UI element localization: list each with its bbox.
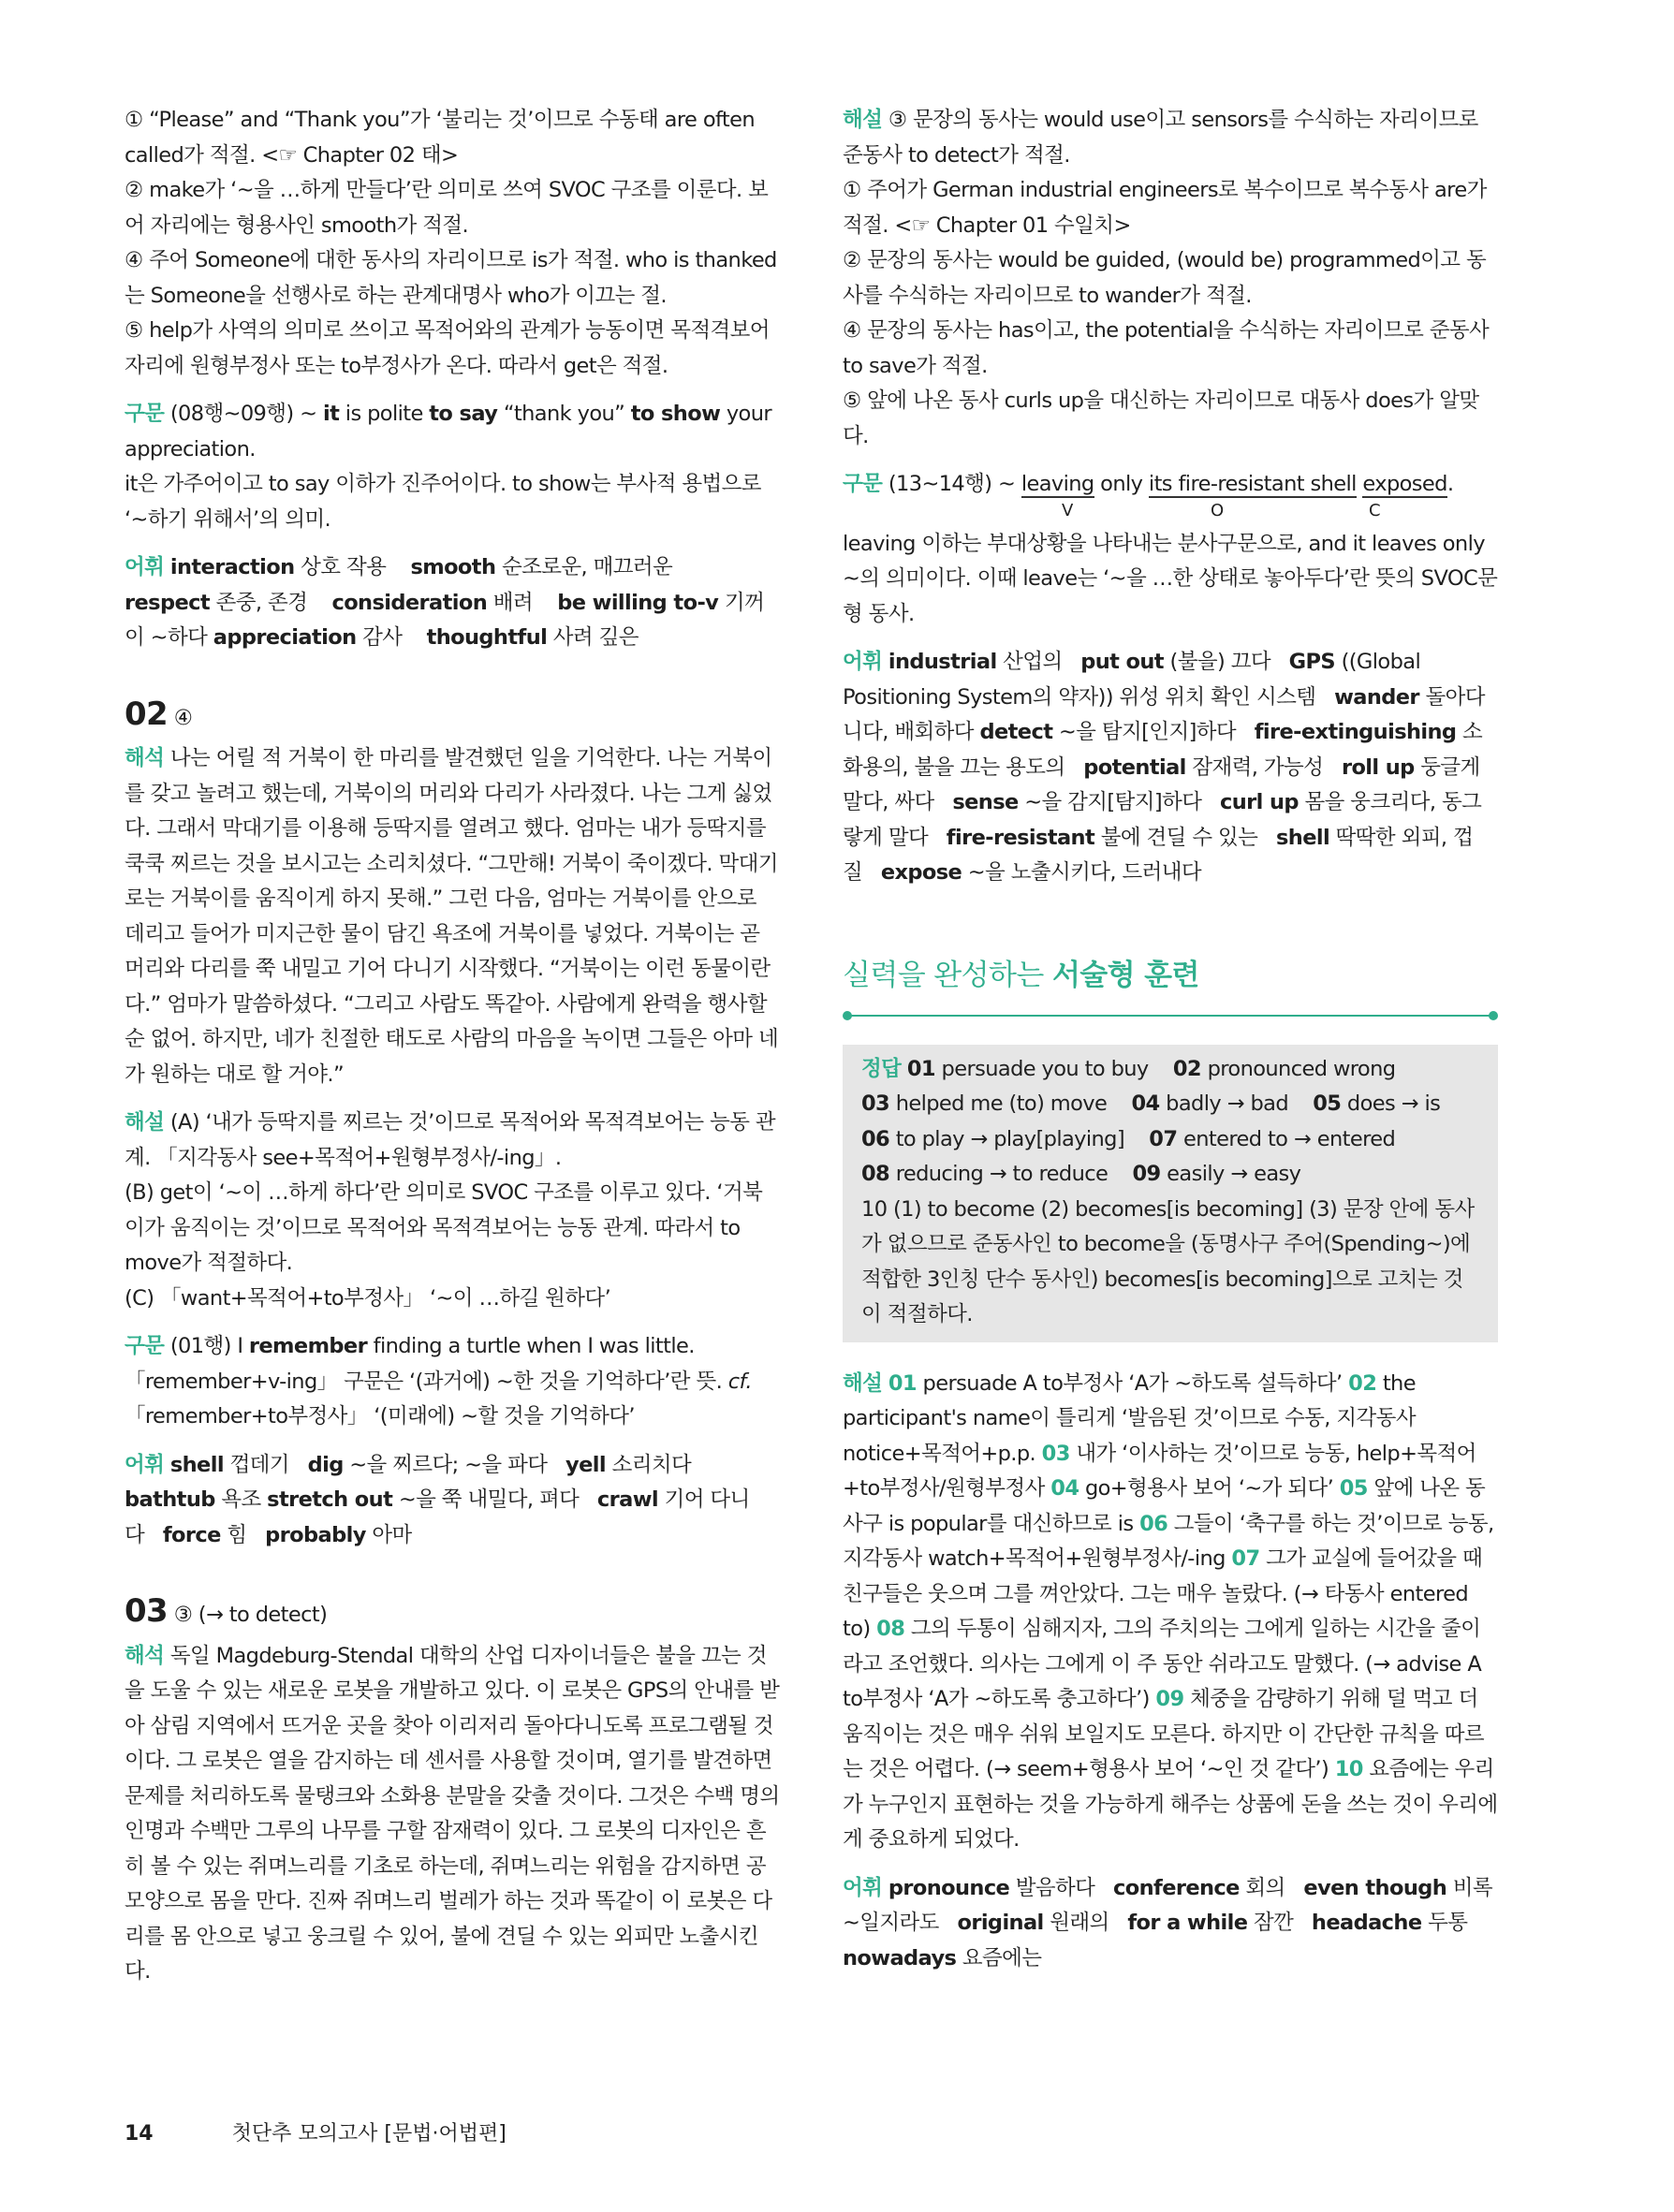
vocab-meaning: ~을 노출시키다, 드러내다 [967,860,1202,885]
gumun-label: 구문 [125,1334,165,1358]
vocab-meaning: 소화용의, 불을 끄는 용도의 [843,720,1483,780]
vocab-meaning: 발음하다 [1015,1875,1095,1900]
vocab-word: conference [1113,1875,1240,1900]
vocab-word: crawl [596,1487,659,1512]
training-title-bold: 서술형 훈련 [1051,958,1199,992]
gumun-cf: cf. [727,1369,752,1394]
haeseol-num: 08 [876,1617,905,1641]
q02-haeseol [125,1106,780,1316]
vocab-word: yell [565,1452,606,1477]
gumun-text: (08행~09행) ~ [169,402,323,426]
training-vocab [843,1871,1498,1977]
gumun-object: its fire-resistant shell [1148,472,1357,496]
vocab-meaning: 두통 [1428,1911,1468,1935]
q01-gumun [125,397,780,537]
vocab-word: fire-resistant [946,825,1095,850]
answer-text: pronounced wrong [1207,1056,1396,1081]
vocab-meaning: 잠재력, 가능성 [1192,754,1324,780]
vocab-meaning: 요즘에는 [962,1945,1042,1970]
vocab-meaning: 잠깐 [1253,1911,1294,1935]
vocab-word: roll up [1341,754,1415,780]
answers-box [843,1045,1498,1342]
q01-item: ② make가 ‘~을 …하게 만들다’란 의미로 쓰여 SVOC 구조를 이룬다. 보어 자리에는 형용사인 smooth가 적절. [125,178,769,238]
haeseol-text: 그들이 ‘축구를 하는 것’이므로 능동, 지각동사 watch+목적어+원형부정사/-ing [843,1511,1494,1571]
vocab-label: 어휘 [843,1875,883,1900]
haeseol-item: ④ 문장의 동사는 has이고, the potential을 수식하는 자리이므로 준동사 to save가 적절. [843,318,1490,378]
gumun-bold: it [322,402,340,426]
vocab-meaning: 비록 ~일지라도 [843,1875,1493,1935]
haeseol-text: 체중을 감량하기 위해 덜 먹고 더 움직이는 것은 매우 쉬워 보일지도 모른다. 하지만 이 간단한 규칙을 따르는 것은 어렵다. (→ seem+형용사 보어 ‘~인 것 같다’) [843,1687,1484,1781]
haeseol-num: 03 [1041,1441,1070,1466]
vocab-word: interaction [169,555,295,579]
vocab-meaning: (불을) 끄다 [1169,650,1270,674]
haeseol-item: (B) get이 ‘~이 …하게 하다’란 의미로 SVOC 구조를 이루고 있다. ‘거북이가 움직이는 것’이므로 목적어와 목적격보어는 능동 관계. 따라서 to move가 적절하다. [125,1180,763,1275]
haeseol-item: ① 주어가 German industrial engineers로 복수이므로 복수동사 are가 적절. <☞ Chapter 01 수일치> [843,178,1487,238]
svoc-mark-v: V [1062,500,1073,520]
gumun-text: (01행) I [169,1334,249,1358]
answer-num: 02 [1172,1056,1201,1081]
haeseol-text: persuade A to부정사 ‘A가 ~하도록 설득하다’ [922,1370,1343,1396]
training-title [843,957,1498,994]
vocab-label: 어휘 [125,555,165,579]
vocab-meaning: ~을 쭉 내밀다, 펴다 [398,1487,580,1512]
answer-num: 03 [861,1091,890,1116]
vocab-word: sense [952,790,1019,814]
q02-answer: ④ [173,705,193,730]
left-column [125,103,780,2003]
vocab-word: bathtub [125,1487,215,1512]
answer-num: 01 [906,1056,935,1081]
vocab-label: 어휘 [843,650,883,674]
answer-text: helped me (to) move [895,1091,1108,1116]
answer-text: to play → play[playing] [895,1126,1125,1151]
q02-vocab [125,1448,780,1554]
gumun-text: (13~14행) ~ [888,472,1021,496]
haeseol-label: 해설 [843,108,883,132]
haeseol-text: 내가 ‘이사하는 것’이므로 능동, help+목적어+to부정사/원형부정사 [843,1441,1476,1501]
haeseol-text: 앞에 나온 동사구 is popular를 대신하므로 is [843,1476,1486,1536]
gumun-note: it은 가주어이고 to say 이하가 진주어이다. to show는 부사적 용법으로 ‘~하기 위해서’의 의미. [125,472,761,532]
gumun-bold: remember [248,1334,368,1358]
svoc-mark-o: O [1211,500,1224,520]
haeseol-label: 해설 [843,1370,883,1396]
haeseol-text: 그가 교실에 들어갔을 때 친구들은 웃으며 그를 껴안았다. 그는 매우 놀랐다. (→ 타동사 entered to) [843,1546,1483,1641]
answer-num: 08 [861,1162,890,1186]
gumun-note: 「remember+to부정사」 ‘(미래에) ~할 것을 기억하다’ [125,1404,635,1428]
q01-item: ④ 주어 Someone에 대한 동사의 자리이므로 is가 적절. who is thanked는 Someone을 선행사로 하는 관계대명사 who가 이끄는 절. [125,248,777,308]
vocab-meaning: 몸을 웅크리다, 동그랗게 말다 [843,790,1482,850]
vocab-word: consideration [331,590,488,615]
vocab-meaning: 욕조 [221,1487,261,1512]
vocab-meaning: 기꺼이 ~하다 [125,590,765,650]
vocab-word: put out [1080,650,1164,674]
haeseol-num: 05 [1339,1476,1368,1501]
vocab-meaning: ~을 탐지[인지]하다 [1058,720,1237,744]
answer-num: 04 [1131,1091,1160,1116]
answer-10: 10 (1) to become (2) becomes[is becoming] (3) 문장 안에 동사가 없으므로 준동사인 to become을 (동명사구 주어(Spending~)에 적합한 3인칭 단수 동사인) becomes[is becoming]으로 고치는 것이 적절하다. [861,1196,1475,1326]
q02-haeseok: 나는 어릴 적 거북이 한 마리를 발견했던 일을 기억한다. 나는 거북이를 갖고 놀려고 했는데, 거북이의 머리와 다리가 사라졌다. 나는 그게 싫었다. 그래서 막대기를 이용해 등딱지를 열려고 했다. 엄마는 내가 등딱지를 쿡쿡 찌르는 것을 보시고는 소리치셨다. “그만해! 거북이 죽이겠다. 막대기로는 거북이를 움직이게 하지 못해.” 그런 다음, 엄마는 거북이를 안으로 데리고 들어가 미지근한 물이 담긴 욕조에 거북이를 넣었다. 거북이는 곧 머리와 다리를 쭉 내밀고 기어 다니기 시작했다. “거북이는 이런 동물이란다.” 엄마가 말씀하셨다. “그리고 사람도 똑같아. 사람에게 완력을 행사할 순 없어. 하지만, 네가 친절한 태도로 사람의 마음을 녹이면 그들은 아마 네가 원하는 대로 할 거야.” [125,746,779,1087]
vocab-word: original [957,1911,1044,1935]
right-column [843,103,1498,1989]
vocab-meaning: 사려 깊은 [552,625,639,650]
gumun-note: 「remember+v-ing」 구문은 ‘(과거에) ~한 것을 기억하다’란 뜻. [125,1369,728,1394]
gumun-note: leaving 이하는 부대상황을 나타내는 분사구문으로, and it leaves only ~의 의미이다. 이때 leave는 ‘~을 …한 상태로 놓아두다’란 뜻의 SVOC문형 동사. [843,531,1498,626]
q03-haeseol [843,103,1498,454]
vocab-meaning: 딱딱한 외피, 껍질 [843,825,1474,885]
haeseol-num: 04 [1050,1476,1079,1501]
haeseol-text: 요즘에는 우리가 누구인지 표현하는 것을 가능하게 해주는 상품에 돈을 쓰는 것이 우리에게 중요하게 되었다. [843,1757,1498,1852]
haeseol-text: the participant's name이 틀리게 ‘발음된 것’이므로 수동, 지각동사 notice+목적어+p.p. [843,1370,1416,1466]
haeseol-num: 06 [1139,1511,1168,1536]
haeseol-text: 그의 두통이 심해지자, 그의 주치의는 그에게 일하는 시간을 줄이라고 조언했다. 의사는 그에게 이 주 동안 쉬라고도 말했다. (→ advise A to부정사 ‘A가 ~하도록 충고하다’) [843,1617,1482,1711]
page-number: 14 [125,2122,154,2146]
gumun-text: “thank you” [497,402,631,426]
vocab-word: curl up [1220,790,1299,814]
gumun-text: is polite [339,402,430,426]
haeseol-num: 09 [1155,1687,1184,1711]
vocab-word: for a while [1127,1911,1248,1935]
q03-vocab [843,645,1498,891]
q03-number: 03 [125,1592,169,1630]
training-haeseol [843,1367,1498,1858]
vocab-word: GPS [1288,650,1336,674]
vocab-meaning: ((Global Positioning System의 약자)) 위성 위치 확인 시스템 [843,650,1421,710]
gumun-text: only [1094,472,1149,496]
vocab-word: be willing to-v [557,590,719,615]
answer-num: 07 [1149,1126,1178,1151]
vocab-meaning: ~을 찌르다; ~을 파다 [349,1452,548,1477]
vocab-label: 어휘 [125,1452,165,1477]
haeseol-num: 02 [1348,1370,1377,1396]
answer-text: badly → bad [1166,1091,1288,1116]
q01-items [125,103,780,384]
answers-label: 정답 [861,1056,902,1081]
vocab-word: dig [307,1452,344,1477]
vocab-meaning: 상호 작용 [301,555,387,579]
q02-section [125,694,780,1554]
vocab-word: potential [1083,754,1186,780]
answer-text: reducing → to reduce [895,1162,1109,1186]
haeseol-item: (A) ‘내가 등딱지를 찌르는 것’이므로 목적어와 목적격보어는 능동 관계. 「지각동사 see+목적어+원형부정사/-ing」. [125,1110,776,1170]
haeseok-label: 해석 [125,746,165,770]
haeseol-label: 해설 [125,1110,165,1135]
vocab-meaning: 아마 [372,1522,412,1547]
vocab-meaning: 존중, 존경 [215,590,308,615]
divider-line [850,1015,1490,1017]
vocab-word: shell [169,1452,224,1477]
q01-vocab [125,550,780,656]
gumun-complement: exposed [1362,472,1447,496]
vocab-meaning: 배려 [492,590,534,615]
vocab-word: probably [265,1522,366,1547]
gumun-text: your appreciation. [125,402,772,461]
answer-num: 05 [1313,1091,1342,1116]
svoc-mark-c: C [1369,500,1380,520]
q01-item: ① “Please” and “Thank you”가 ‘불리는 것’이므로 수동태 are often called가 적절. <☞ Chapter 02 태> [125,108,756,168]
haeseol-item: ⑤ 앞에 나온 동사 curls up을 대신하는 자리이므로 대동사 does가 알맞다. [843,388,1479,448]
answer-num: 09 [1132,1162,1161,1186]
vocab-word: fire-extinguishing [1254,720,1457,744]
q03-answer: ③ (→ to detect) [173,1603,328,1627]
divider-dot [1489,1011,1498,1020]
haeseol-item: ② 문장의 동사는 would be guided, (would be) programmed이고 동사를 수식하는 자리이므로 to wander가 적절. [843,248,1487,308]
vocab-word: headache [1311,1911,1422,1935]
vocab-meaning: 껍데기 [229,1452,289,1477]
haeseol-num: 07 [1231,1546,1260,1571]
vocab-word: force [162,1522,221,1547]
vocab-word: expose [880,860,962,885]
gumun-bold: to say [429,402,498,426]
vocab-meaning: 기어 다니다 [125,1487,750,1547]
haeseol-item: (C) 「want+목적어+to부정사」 ‘~이 …하길 원하다’ [125,1285,611,1311]
vocab-word: pronounce [888,1875,1010,1900]
gumun-text: . [1446,472,1454,496]
q03-haeseok: 독일 Magdeburg-Stendal 대학의 산업 디자이너들은 불을 끄는 것을 도울 수 있는 새로운 로봇을 개발하고 있다. 이 로봇은 GPS의 안내를 받아 삼림 지역에서 뜨거운 곳을 찾아 이리저리 돌아다니도록 프로그램될 것이다. 그 로봇은 열을 감지하는 데 센서를 사용할 것이며, 열기를 발견하면 문제를 처리하도록 물탱크와 소화용 분말을 갖출 것이다. 그것은 수백 명의 인명과 수백만 그루의 나무를 구할 잠재력이 있다. 그 로봇의 디자인은 흔히 볼 수 있는 쥐며느리를 기초로 하는데, 쥐며느리는 위험을 감지하면 공 모양으로 몸을 만다. 진짜 쥐며느리 벌레가 하는 것과 똑같이 이 로봇은 다리를 몸 안으로 넣고 웅크릴 수 있어, 불에 견딜 수 있는 외피만 노출시킨다. [125,1643,780,1984]
vocab-word: stretch out [267,1487,393,1512]
vocab-meaning: 힘 [227,1522,247,1547]
haeseok-label: 해석 [125,1643,165,1668]
vocab-meaning: 소리치다 [611,1452,692,1477]
vocab-meaning: 회의 [1245,1875,1285,1900]
gumun-label: 구문 [125,402,165,426]
haeseol-num: 10 [1334,1757,1363,1781]
vocab-meaning: ~을 감지[탐지]하다 [1024,790,1202,814]
training-divider [843,1009,1498,1022]
vocab-word: respect [125,590,211,615]
vocab-meaning: 감사 [362,625,403,650]
answer-num: 06 [861,1126,890,1151]
haeseol-num: 01 [888,1370,917,1396]
q02-gumun [125,1329,780,1435]
vocab-word: appreciation [213,625,357,650]
vocab-word: industrial [888,650,997,674]
answer-text: easily → easy [1167,1162,1301,1186]
vocab-word: shell [1275,825,1330,850]
vocab-meaning: 원래의 [1050,1911,1109,1935]
book-title: 첫단추 모의고사 [문법·어법편] [231,2122,507,2146]
answer-text: does → is [1346,1091,1441,1116]
haeseol-text: go+형용사 보어 ‘~가 되다’ [1084,1476,1334,1501]
vocab-word: even though [1303,1875,1447,1900]
gumun-verb: leaving [1021,472,1094,496]
training-title-text: 실력을 완성하는 [843,958,1052,992]
q02-number: 02 [125,695,169,733]
vocab-meaning: 순조로운, 매끄러운 [501,555,673,579]
gumun-label: 구문 [843,472,883,496]
vocab-word: smooth [410,555,496,579]
vocab-meaning: 불에 견딜 수 있는 [1100,825,1258,850]
svoc-marks [843,500,1498,527]
q03-gumun [843,467,1498,632]
vocab-word: thoughtful [426,625,548,650]
vocab-word: wander [1334,684,1419,710]
gumun-bold: to show [630,402,721,426]
answer-text: entered to → entered [1182,1126,1396,1151]
vocab-meaning: 산업의 [1003,650,1063,674]
q03-section [125,1590,780,1990]
vocab-meaning: 돌아다니다, 배회하다 [843,684,1485,744]
page-footer [125,2117,507,2146]
answer-text: persuade you to buy [941,1056,1149,1081]
q01-item: ⑤ help가 사역의 의미로 쓰이고 목적어와의 관계가 능동이면 목적격보어 자리에 원형부정사 또는 to부정사가 온다. 따라서 get은 적절. [125,318,770,378]
gumun-text: finding a turtle when I was little. [367,1334,695,1358]
haeseol-intro: ③ 문장의 동사는 would use이고 sensors를 수식하는 자리이므로 준동사 to detect가 적절. [843,108,1478,168]
vocab-meaning: 둥글게 말다, 싸다 [843,754,1480,814]
vocab-word: detect [979,720,1053,744]
vocab-word: nowadays [843,1945,957,1970]
